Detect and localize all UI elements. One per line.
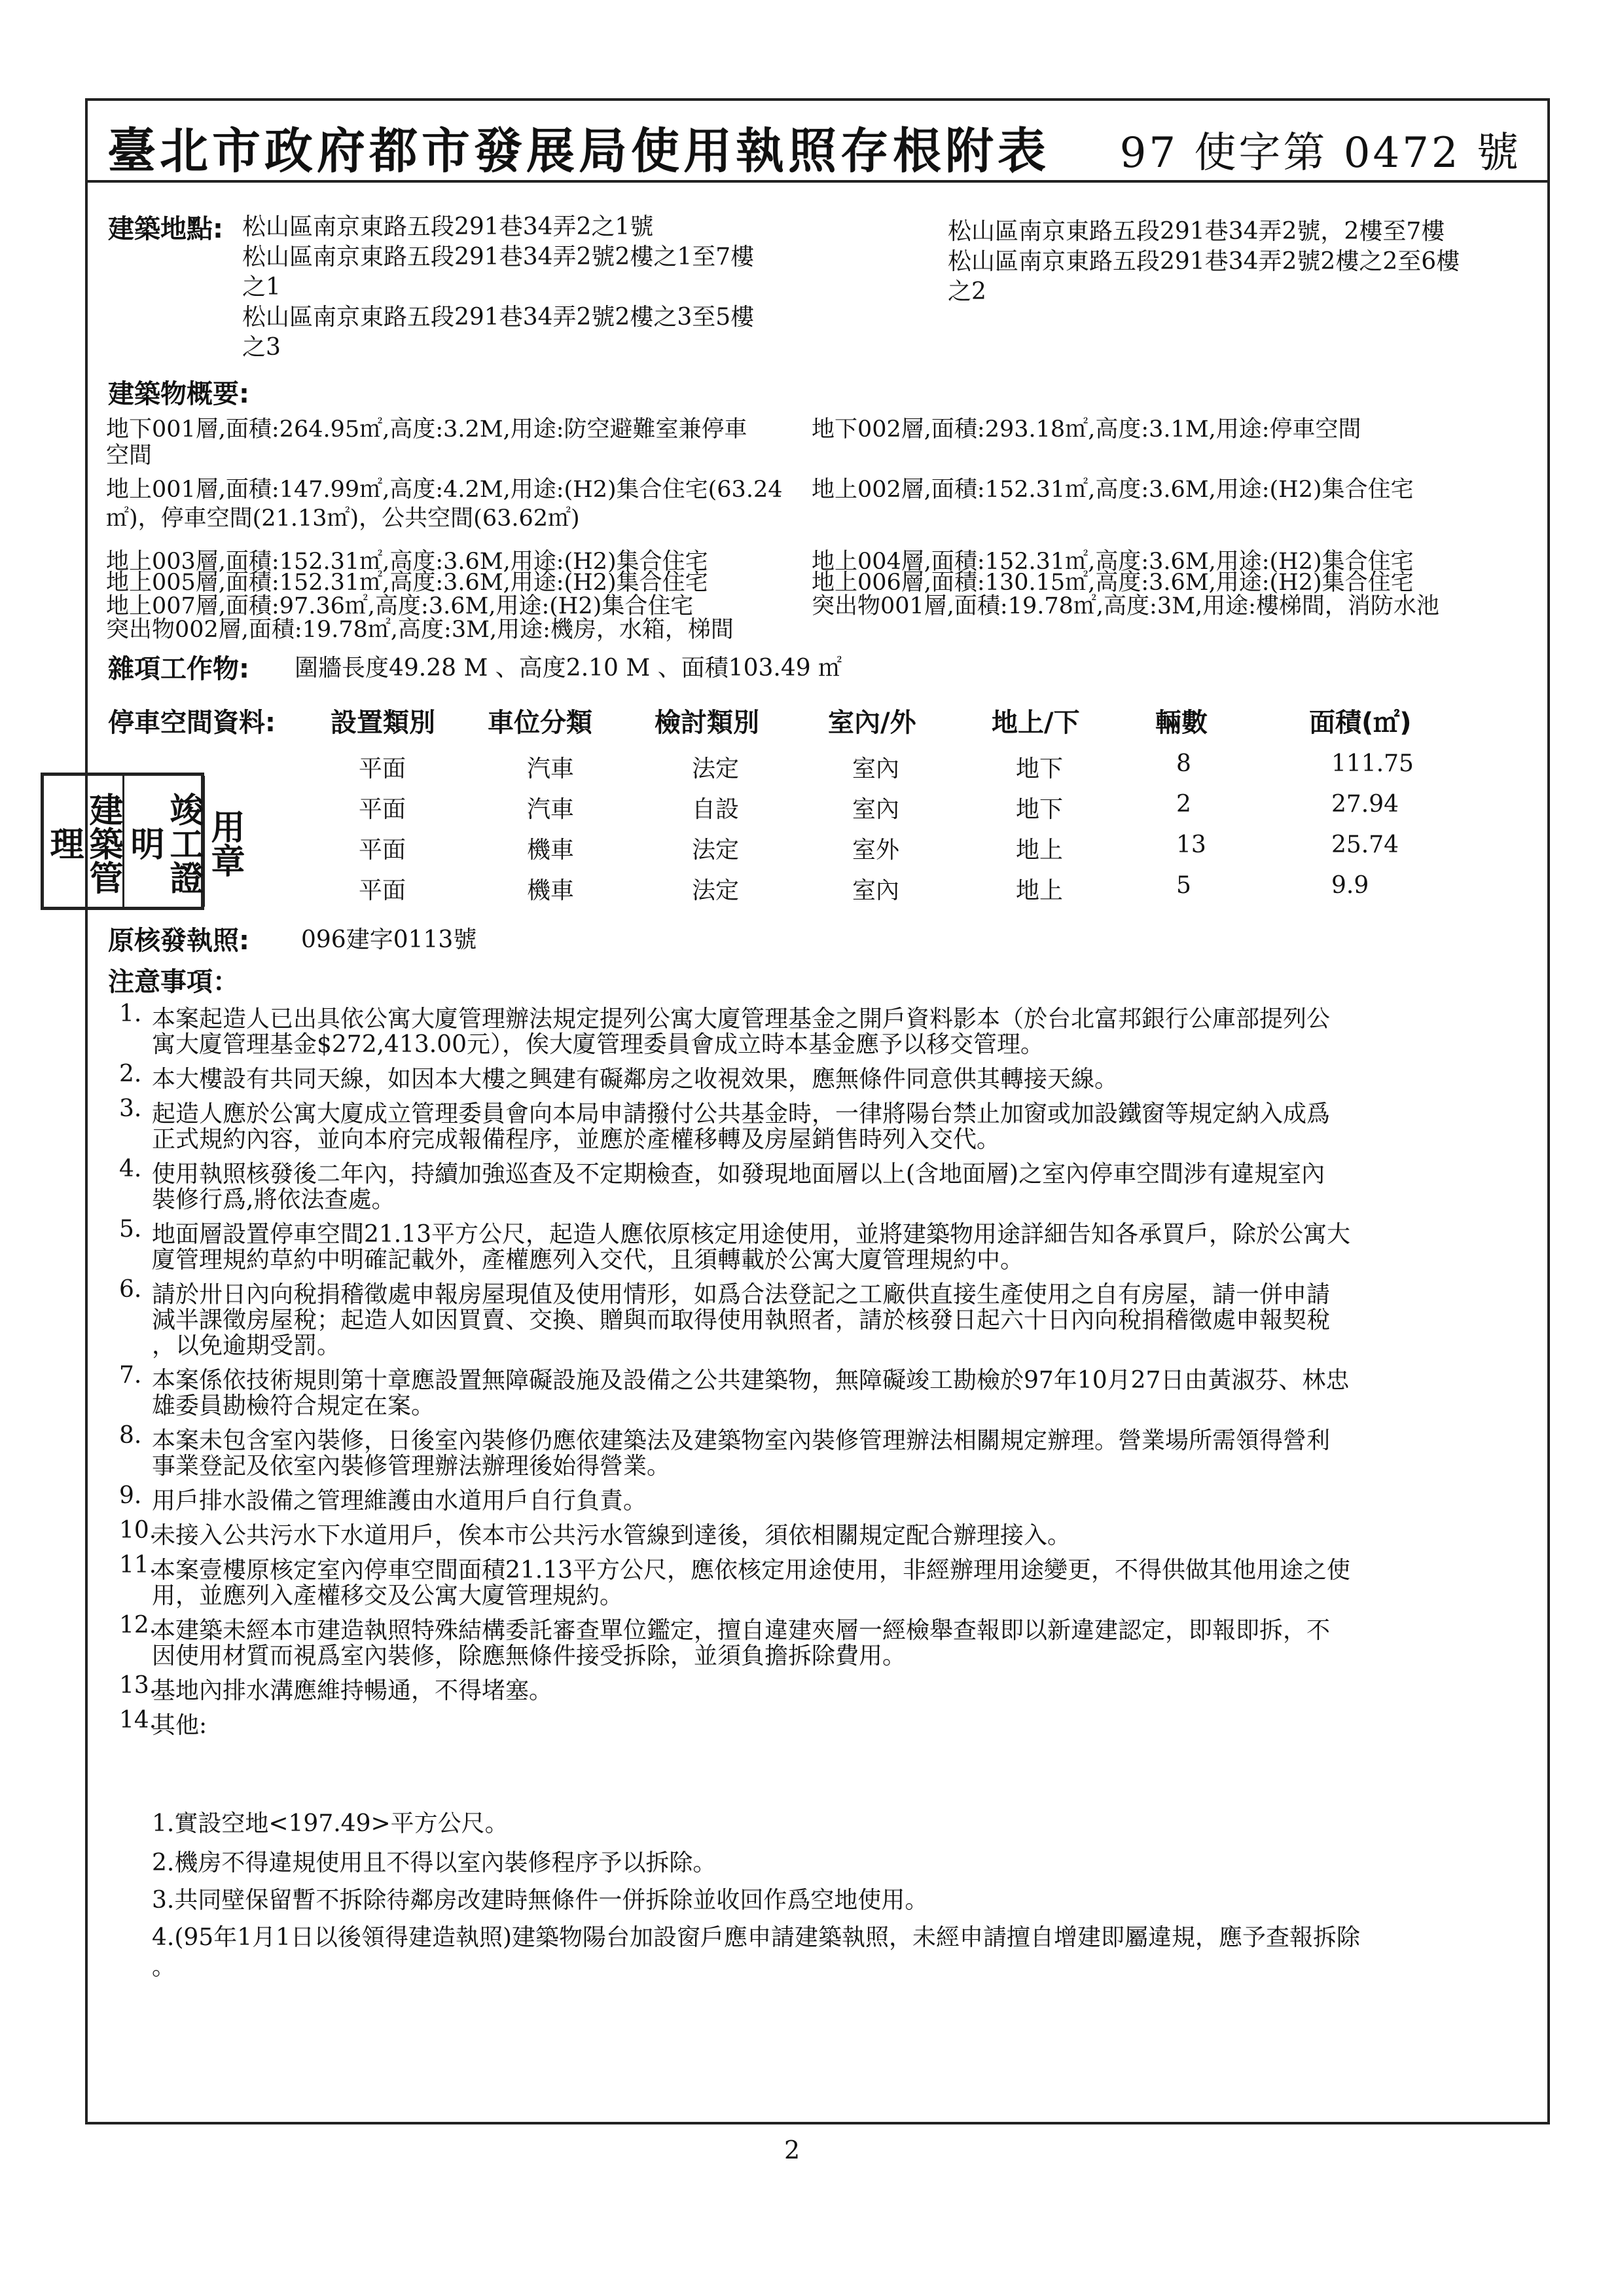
table-cell: 地上 xyxy=(1016,877,1064,904)
location-line: 松山區南京東路五段291巷34弄2號2樓之2至6樓 xyxy=(948,248,1460,275)
overview-line: 地上002層,面積:152.31㎡,高度:3.6M,用途:(H2)集合住宅 xyxy=(812,477,1414,503)
table-cell: 室內 xyxy=(852,877,900,904)
location-line: 松山區南京東路五段291巷34弄2號2樓之3至5樓 xyxy=(242,304,755,331)
table-cell: 5 xyxy=(1176,872,1191,899)
other-note-line: 4.(95年1月1日以後領得建造執照)建築物陽台加設窗戶應申請建築執照，未經申請擅自增建即屬違規，應予查報拆除 xyxy=(152,1924,1361,1951)
stamp-column: 建築管理 xyxy=(44,792,123,894)
other-note-line: 。 xyxy=(152,1954,176,1980)
table-cell: 13 xyxy=(1176,831,1206,858)
note-text: 用，並應列入產權移交及公寓大廈管理規約。 xyxy=(152,1582,624,1609)
note-text: ，以免逾期受罰。 xyxy=(152,1332,341,1359)
overview-label: 建築物概要: xyxy=(108,379,249,409)
note-text: 本案未包含室內裝修，日後室內裝修仍應依建築法及建築物室內裝修管理辦法相關規定辦理。營業場所需領得營利 xyxy=(152,1427,1331,1454)
overview-line: 地上007層,面積:97.36㎡,高度:3.6M,用途:(H2)集合住宅 xyxy=(106,593,694,619)
note-number: 5. xyxy=(119,1216,142,1243)
note-text: 本大樓設有共同天線，如因本大樓之興建有礙鄰房之收視效果，應無條件同意供其轉接天線。 xyxy=(152,1066,1119,1093)
other-note-line: 1.實設空地<197.49>平方公尺。 xyxy=(152,1810,509,1837)
stamp-column: 用章 xyxy=(203,776,244,907)
table-cell: 111.75 xyxy=(1331,750,1414,777)
misc-works-value: 圍牆長度49.28 M 、高度2.10 M 、面積103.49 ㎡ xyxy=(295,655,842,682)
overview-line: 空間 xyxy=(106,443,153,469)
note-number: 8. xyxy=(119,1422,142,1449)
note-number: 14. xyxy=(119,1707,157,1734)
location-line: 之2 xyxy=(948,278,986,305)
table-cell: 地下 xyxy=(1016,796,1064,823)
overview-line: 地上005層,面積:152.31㎡,高度:3.6M,用途:(H2)集合住宅 xyxy=(106,570,708,596)
table-header-cell: 面積(㎡) xyxy=(1309,708,1412,738)
page-number: 2 xyxy=(784,2136,800,2164)
permit-number: 97 使字第 0472 號 xyxy=(1119,129,1521,177)
official-stamp xyxy=(41,773,245,910)
location-line: 之1 xyxy=(242,274,281,301)
document-title: 臺北市政府都市發展局使用執照存根附表 xyxy=(107,123,1050,179)
note-text: 寓大廈管理基金$272,413.00元），俟大廈管理委員會成立時本基金應予以移交管理。 xyxy=(152,1031,1045,1058)
table-cell: 法定 xyxy=(692,877,740,904)
location-label: 建築地點: xyxy=(108,214,223,244)
overview-line: 地上006層,面積:130.15㎡,高度:3.6M,用途:(H2)集合住宅 xyxy=(812,570,1414,596)
location-line: 松山區南京東路五段291巷34弄2號，2樓至7樓 xyxy=(948,218,1445,245)
note-text: 減半課徵房屋稅；起造人如因買賣、交換、贈與而取得使用執照者，請於核發日起六十日內向稅捐稽徵處申報契稅 xyxy=(152,1307,1331,1334)
other-note-line: 3.共同壁保留暫不拆除待鄰房改建時無條件一併拆除並收回作爲空地使用。 xyxy=(152,1887,929,1914)
overview-line: 地上001層,面積:147.99㎡,高度:4.2M,用途:(H2)集合住宅(63.24 xyxy=(106,477,783,503)
table-header-cell: 檢討類別 xyxy=(655,708,759,738)
notes-label: 注意事項： xyxy=(108,967,239,997)
original-permit-value: 096建字0113號 xyxy=(301,926,477,953)
table-cell: 機車 xyxy=(527,877,575,904)
location-line: 之3 xyxy=(242,334,281,361)
overview-line: ㎡)，停車空間(21.13㎡)，公共空間(63.62㎡) xyxy=(106,505,580,532)
table-cell: 汽車 xyxy=(527,756,575,782)
note-text: 本案起造人已出具依公寓大廈管理辦法規定提列公寓大廈管理基金之開戶資料影本（於台北富邦銀行公庫部提列公 xyxy=(152,1006,1331,1032)
note-number: 10. xyxy=(119,1517,157,1544)
table-cell: 室內 xyxy=(852,756,900,782)
table-cell: 2 xyxy=(1176,791,1191,818)
table-cell: 自設 xyxy=(692,796,740,823)
table-cell: 地上 xyxy=(1016,837,1064,864)
table-cell: 地下 xyxy=(1016,756,1064,782)
overview-line: 地下002層,面積:293.18㎡,高度:3.1M,用途:停車空間 xyxy=(812,416,1361,443)
note-number: 2. xyxy=(119,1061,142,1087)
note-number: 3. xyxy=(119,1095,142,1122)
note-text: 起造人應於公寓大廈成立管理委員會向本局申請撥付公共基金時，一律將陽台禁止加窗或加設鐵窗等規定納入成爲 xyxy=(152,1101,1331,1127)
note-text: 地面層設置停車空間21.13平方公尺，起造人應依原核定用途使用，並將建築物用途詳細告知各承買戶，除於公寓大 xyxy=(152,1221,1351,1248)
other-note-line: 2.機房不得違規使用且不得以室內裝修程序予以拆除。 xyxy=(152,1850,717,1876)
table-header-cell: 輛數 xyxy=(1155,708,1208,738)
note-text: 本建築未經本市建造執照特殊結構委託審查單位鑑定，擅自違建夾層一經檢舉查報即以新違建認定，即報即拆，不 xyxy=(152,1617,1331,1644)
location-line: 松山區南京東路五段291巷34弄2之1號 xyxy=(242,213,654,240)
note-text: 本案係依技術規則第十章應設置無障礙設施及設備之公共建築物，無障礙竣工勘檢於97年10月27日由黃淑芬、林忠 xyxy=(152,1367,1350,1394)
table-cell: 平面 xyxy=(359,877,406,904)
note-text: 請於卅日內向稅捐稽徵處申報房屋現值及使用情形，如爲合法登記之工廠供直接生產使用之自有房屋，請一併申請 xyxy=(152,1281,1331,1308)
note-number: 9. xyxy=(119,1482,142,1509)
table-cell: 機車 xyxy=(527,837,575,864)
note-text: 本案壹樓原核定室內停車空間面積21.13平方公尺，應依核定用途使用，非經辦理用途變更，不得供做其他用途之使 xyxy=(152,1557,1351,1584)
note-text: 廈管理規約草約中明確記載外，產權應列入交代，且須轉載於公寓大廈管理規約中。 xyxy=(152,1247,1024,1273)
table-cell: 平面 xyxy=(359,837,406,864)
note-text: 使用執照核發後二年內，持續加強巡查及不定期檢查，如發現地面層以上(含地面層)之室內停車空間涉有違規室內 xyxy=(152,1161,1325,1188)
original-permit-label: 原核發執照: xyxy=(108,926,249,956)
overview-line: 突出物002層,面積:19.78㎡,高度:3M,用途:機房，水箱，梯間 xyxy=(106,617,734,643)
location-line: 松山區南京東路五段291巷34弄2號2樓之1至7樓 xyxy=(242,244,755,270)
table-header-cell: 室內/外 xyxy=(828,708,916,738)
note-text: 因使用材質而視爲室內裝修，除應無條件接受拆除，並須負擔拆除費用。 xyxy=(152,1643,907,1669)
parking-label: 停車空間資料: xyxy=(108,708,276,738)
note-text: 未接入公共污水下水道用戶，俟本市公共污水管線到達後，須依相關規定配合辦理接入。 xyxy=(152,1522,1071,1549)
table-cell: 27.94 xyxy=(1331,791,1399,818)
table-cell: 8 xyxy=(1176,750,1191,777)
table-header-cell: 地上/下 xyxy=(992,708,1080,738)
table-cell: 法定 xyxy=(692,756,740,782)
note-text: 用戶排水設備之管理維護由水道用戶自行負責。 xyxy=(152,1487,647,1514)
table-cell: 平面 xyxy=(359,796,406,823)
table-cell: 平面 xyxy=(359,756,406,782)
table-cell: 25.74 xyxy=(1331,831,1399,858)
note-text: 事業登記及依室內裝修管理辦法辦理後始得營業。 xyxy=(152,1453,671,1480)
overview-line: 地上004層,面積:152.31㎡,高度:3.6M,用途:(H2)集合住宅 xyxy=(812,549,1414,575)
note-text: 裝修行爲,將依法查處。 xyxy=(152,1186,395,1213)
overview-line: 地下001層,面積:264.95㎡,高度:3.2M,用途:防空避難室兼停車 xyxy=(106,416,747,443)
note-text: 雄委員勘檢符合規定在案。 xyxy=(152,1393,435,1419)
table-cell: 室外 xyxy=(852,837,900,864)
table-cell: 汽車 xyxy=(527,796,575,823)
table-cell: 室內 xyxy=(852,796,900,823)
table-header-cell: 設置類別 xyxy=(331,708,435,738)
note-text: 其他: xyxy=(152,1712,207,1739)
note-number: 11. xyxy=(119,1552,157,1578)
overview-line: 地上003層,面積:152.31㎡,高度:3.6M,用途:(H2)集合住宅 xyxy=(106,549,708,575)
overview-line: 突出物001層,面積:19.78㎡,高度:3M,用途:樓梯間，消防水池 xyxy=(812,593,1439,619)
table-cell: 9.9 xyxy=(1331,872,1369,899)
stamp-column: 竣工證明 xyxy=(122,776,203,907)
note-number: 1. xyxy=(119,1000,142,1027)
note-number: 13. xyxy=(119,1672,157,1699)
note-number: 6. xyxy=(119,1276,142,1303)
misc-works-label: 雜項工作物: xyxy=(108,654,249,684)
table-cell: 法定 xyxy=(692,837,740,864)
note-number: 12. xyxy=(119,1612,157,1639)
title-row xyxy=(88,101,1547,183)
note-number: 7. xyxy=(119,1362,142,1389)
table-header-cell: 車位分類 xyxy=(488,708,592,738)
note-text: 正式規約內容，並向本府完成報備程序，並應於產權移轉及房屋銷售時列入交代。 xyxy=(152,1126,1001,1153)
note-text: 基地內排水溝應維持暢通，不得堵塞。 xyxy=(152,1677,553,1704)
note-number: 4. xyxy=(119,1156,142,1182)
